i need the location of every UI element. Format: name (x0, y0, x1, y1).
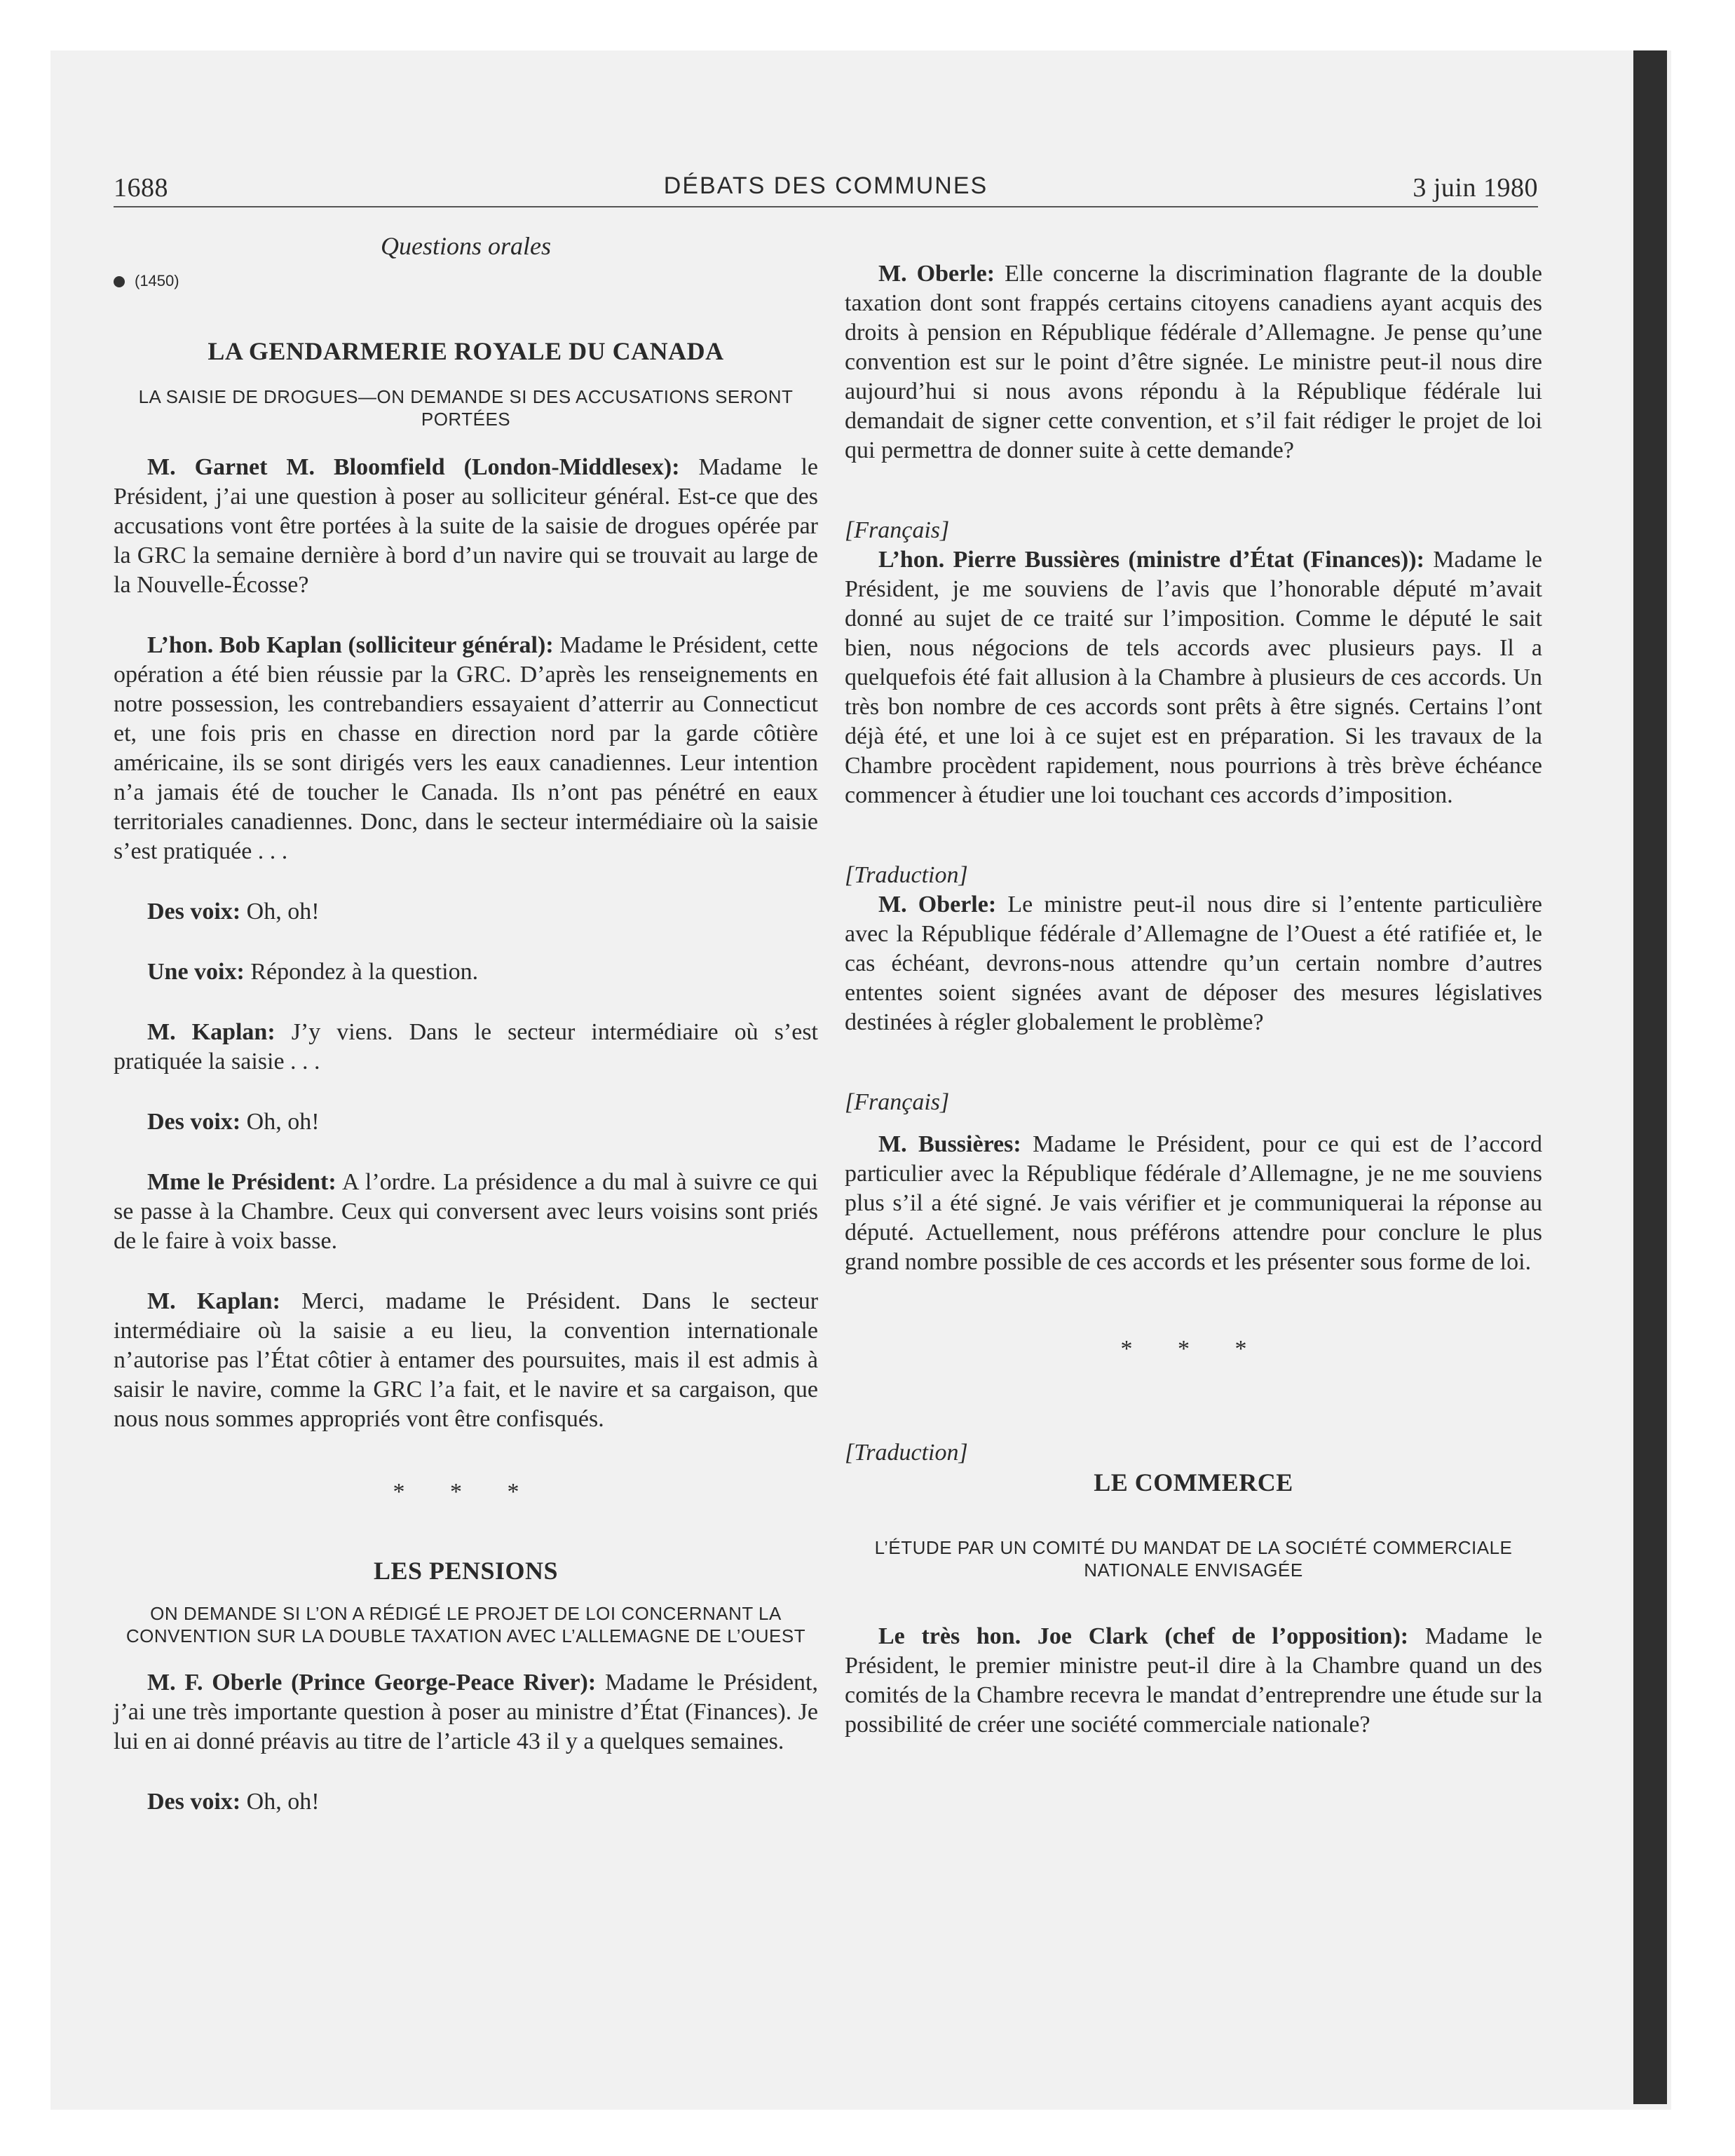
page-header (114, 165, 1538, 207)
speech-paragraph (845, 545, 1542, 810)
speech-paragraph (845, 1622, 1542, 1740)
speech-text: Madame le Président, pour ce qui est de l’accord particulier avec la République fédérale d’Allemagne, je ne me souviens plus s’il a été signé. Je vais vérifier et je communiquerai la réponse au député. Actuellement, nous préférons attendre pour conclure le plus grand nombre possible de ces accords et les présenter sous forme de loi. (845, 1131, 1542, 1275)
speaker-name: M. Garnet M. Bloomfield (London-Middlesex): (147, 454, 680, 480)
speech-text: Madame le Président, le premier ministre peut-il dire à la Chambre quand un des comités de la Chambre recevra le mandat d’entreprendre une étude sur la possibilité de créer une société commerciale nationale? (845, 1623, 1542, 1738)
language-marker: [Français] (845, 517, 950, 543)
speech-text: Merci, madame le Président. Dans le secteur intermédiaire où la saisie a eu lieu, la convention internationale n’autorise pas l’État côtier à entamer des poursuites, mais il est admis à saisir le navire, comme la GRC l’a fait, et le navire et sa cargaison, que nous nous sommes appropriés vont être confisqués. (114, 1288, 819, 1432)
page-date: 3 juin 1980 (1413, 173, 1538, 203)
speech-paragraph (845, 890, 1542, 1037)
speech-paragraph (114, 631, 818, 866)
right-column (845, 259, 1542, 1740)
speech-text: Oh, oh! (240, 1789, 320, 1815)
time-stamp-text: (1450) (135, 272, 179, 289)
speech-paragraph (114, 1668, 818, 1756)
scan-edge-bar (1633, 50, 1667, 2104)
language-marker: [Traduction] (845, 862, 968, 888)
speech-text: Madame le Président, j’ai une très importante question à poser au ministre d’État (Finances). Je lui en ai donné préavis au titre de l’article 43 il y a quelques semaines. (114, 1670, 818, 1754)
section-heading: LES PENSIONS (373, 1557, 559, 1585)
left-column (114, 231, 818, 1817)
language-marker: [Français] (845, 1089, 950, 1115)
speaker-name: M. Oberle: (878, 261, 995, 287)
section-subheading: L’ÉTUDE PAR UN COMITÉ DU MANDAT DE LA SOCIÉTÉ COMMERCIALE NATIONALE ENVISAGÉE (874, 1537, 1513, 1581)
speech-paragraph (114, 1168, 818, 1256)
speech-paragraph (114, 453, 818, 600)
speech-paragraph (114, 1107, 818, 1137)
time-stamp (114, 266, 818, 296)
section-label: Questions orales (381, 232, 551, 260)
section-separator: * * * (393, 1479, 539, 1505)
section-heading: LA GENDARMERIE ROYALE DU CANADA (207, 337, 724, 365)
bullet-icon (114, 276, 125, 287)
speech-text: Madame le Président, cette opération a été bien réussie par la GRC. D’après les renseignements en notre possession, les contrebandiers essayaient d’atterrir au Connecticut et, une fois pris en chasse en direction nord par la garde côtière américaine, ils se sont dirigés vers les eaux canadiennes. Leur intention n’a jamais été de toucher le Canada. Ils n’ont pas pénétré en eaux territoriales canadiennes. Donc, dans le secteur intermédiaire où la saisie s’est pratiquée . . . (114, 632, 818, 864)
speaker-name: M. Bussières: (878, 1131, 1021, 1157)
speech-text: Madame le Président, j’ai une question à poser au solliciteur général. Est-ce que des accusations vont être portées à la suite de la saisie de drogues opérée par la GRC la semaine dernière à bord d’un navire qui se trouvait au large de la Nouvelle-Écosse? (114, 454, 818, 598)
speaker-name: Mme le Président: (147, 1169, 336, 1195)
page-number: 1688 (114, 173, 168, 203)
speaker-name: L’hon. Bob Kaplan (solliciteur général): (147, 632, 554, 658)
speech-text: Madame le Président, je me souviens de l’avis que l’honorable député m’avait donné au sujet de ce traité sur l’imposition. Comme le député le sait bien, nous négocions de tels accords avec plusieurs pays. Il a quelquefois été fait allusion à la Chambre à plusieurs de ces accords. Un très bon nombre de ces accords sont prêts à être signés. Certains l’ont déjà été, et une loi à ce sujet est en préparation. Si les travaux de la Chambre procèdent rapidement, nous pourrions à très brève échéance commencer à étudier une loi touchant ces accords d’imposition. (845, 547, 1542, 808)
section-separator: * * * (1120, 1336, 1267, 1362)
speech-text: J’y viens. Dans le secteur intermédiaire où s’est pratiquée la saisie . . . (114, 1019, 819, 1074)
speech-text: Répondez à la question. (244, 959, 479, 985)
speech-text: A l’ordre. La présidence a du mal à suivre ce qui se passe à la Chambre. Ceux qui conversent avec leurs voisins sont priés de le faire à voix basse. (114, 1169, 818, 1254)
speaker-name: M. Oberle: (878, 892, 997, 917)
speech-text: Oh, oh! (240, 1109, 320, 1135)
section-subheading: LA SAISIE DE DROGUES—ON DEMANDE SI DES ACCUSATIONS SERONT PORTÉES (138, 386, 794, 430)
speaker-name: Des voix: (147, 1789, 241, 1815)
speech-text: Elle concerne la discrimination flagrante de la double taxation dont sont frappés certains citoyens canadiens ayant acquis des droits à pension en République fédérale d’Allemagne. Je pense qu’une convention est sur le point d’être signée. Le ministre peut-il nous dire aujourd’hui si nous avons répondu à la République fédérale lui demandait de signer cette convention, et s’il fait rédiger le projet de loi qui permettra de donner suite à cette demande? (845, 261, 1542, 463)
speaker-name: Une voix: (147, 959, 245, 985)
speech-paragraph (114, 957, 818, 987)
speaker-name: Des voix: (147, 1109, 241, 1135)
speaker-name: L’hon. Pierre Bussières (ministre d’État (Finances)): (878, 547, 1424, 573)
publication-title: DÉBATS DES COMMUNES (663, 172, 988, 199)
speech-paragraph (114, 1787, 818, 1817)
speech-paragraph (845, 1130, 1542, 1277)
speaker-name: M. Kaplan: (147, 1288, 280, 1314)
speech-text: Oh, oh! (240, 899, 320, 925)
speech-paragraph (114, 1287, 818, 1434)
section-subheading: ON DEMANDE SI L’ON A RÉDIGÉ LE PROJET DE LOI CONCERNANT LA CONVENTION SUR LA DOUBLE TAXATION AVEC L’ALLEMAGNE DE L’OUEST (125, 1603, 806, 1646)
header-rule (114, 206, 1538, 207)
speaker-name: M. Kaplan: (147, 1019, 275, 1045)
speaker-name: Le très hon. Joe Clark (chef de l’opposition): (878, 1623, 1409, 1649)
speech-text: Le ministre peut-il nous dire si l’entente particulière avec la République fédérale d’Allemagne de l’Ouest a été ratifiée et, le cas échéant, devrons-nous attendre qu’un certain nombre d’autres ententes soient signées avant de déposer des mesures législatives destinées à régler globalement le problème? (845, 892, 1542, 1035)
speaker-name: M. F. Oberle (Prince George-Peace River): (147, 1670, 597, 1696)
language-marker: [Traduction] (845, 1440, 968, 1466)
speech-paragraph (114, 1018, 818, 1077)
speech-paragraph (845, 259, 1542, 465)
speaker-name: Des voix: (147, 899, 241, 925)
speech-paragraph (114, 897, 818, 927)
section-heading: LE COMMERCE (1094, 1468, 1293, 1496)
